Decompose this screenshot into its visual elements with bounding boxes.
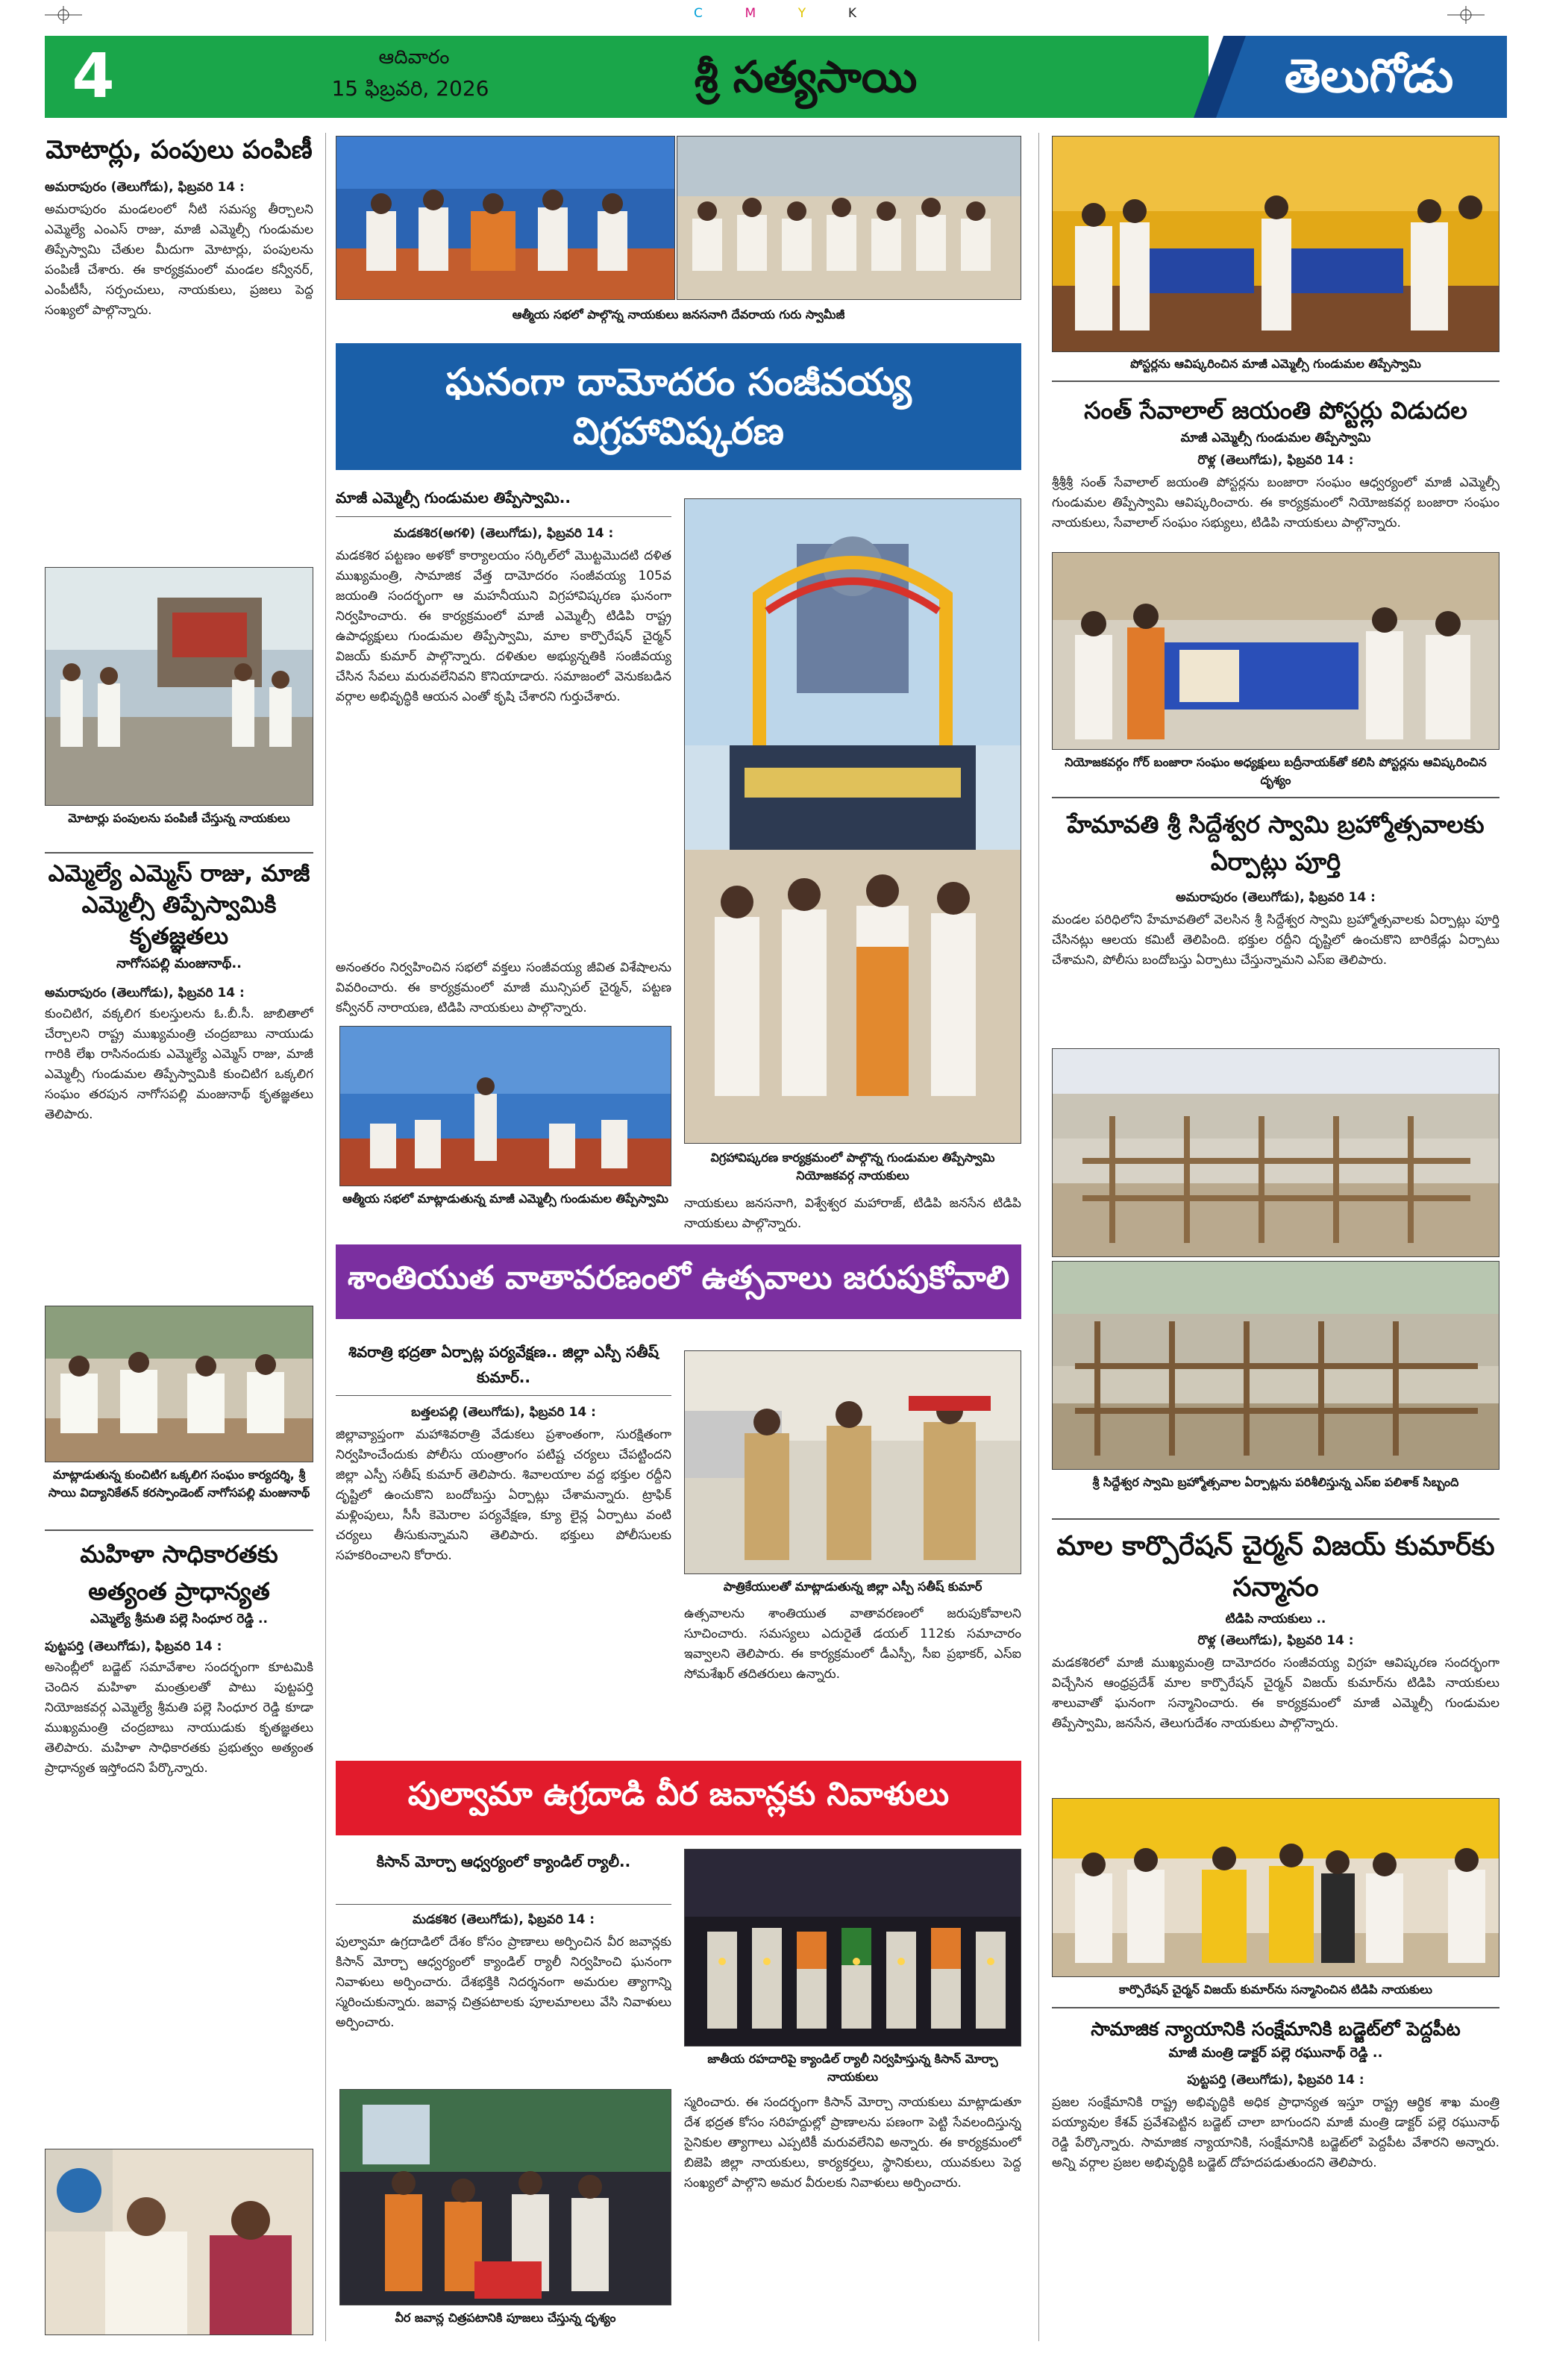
divider	[336, 1395, 671, 1396]
photo-cm-with-mla	[45, 2149, 313, 2335]
page-number: 4	[72, 41, 115, 112]
banner-pulwama: పుల్వామా ఉగ్రదాడి వీర జవాన్లకు నివాళులు	[336, 1761, 1021, 1835]
masthead-district: శ్రీ సత్యసాయి	[694, 51, 918, 102]
caption-barricades: శ్రీ సిద్దేశ్వర స్వామి బ్రహ్మోత్సవాల ఏర్పాట్లను పరిశీలిస్తున్న ఎస్ఐ పలిశాక్ సిబ్బంది	[1092, 1475, 1459, 1489]
photo-felicitation	[1052, 1798, 1499, 1977]
banner-festivals: శాంతియుత వాతావరణంలో ఉత్సవాలు జరుపుకోవాలి	[336, 1244, 1021, 1319]
photo-stage-speech	[339, 1026, 671, 1186]
body-pulwama: పుల్వామా ఉగ్రదాడిలో దేశం కోసం ప్రాణాలు అర్పించిన వీర జవాన్లకు కిసాన్ మోర్చా ఆధ్వర్యంలో క్యాండిల్ ర్యాలీ నిర్వహించి ఘనంగా నివాళులు అర్పించారు. దేశభక్తికి నిదర్శనంగా అమరుల త్యాగాన్ని స్మరించుకున్నారు. జవాన్ల చిత్రపటాలకు పూలమాలలు వేసి నివాళులు అర్పించారు.	[336, 1935, 671, 2030]
dateline: అమరాపురం (తెలుగోడు), ఫిబ్రవరి 14 :	[45, 986, 245, 1000]
dateline-sanjeevaiah: మడకశిర(అగళి) (తెలుగోడు), ఫిబ్రవరి 14 :	[393, 526, 614, 541]
subheadline-budget: మాజీ మంత్రి డాక్టర్ పల్లె రఘునాథ్ రెడ్డి ..	[1168, 2045, 1383, 2061]
caption-stage-speech: ఆత్మీయ సభలో మాట్లాడుతున్న మాజీ ఎమ్మెల్సీ గుండుమల తిప్పేస్వామి	[342, 1191, 668, 1206]
caption-kunchitiga-meeting: మాట్లాడుతున్న కుంచిటిగ ఒక్కలిగ సంఘం కార్యదర్శి, శ్రీ సాయి విద్యానికేతన్ కరస్పాండెంట్ నాగోసపల్లి మంజునాథ్	[48, 1468, 310, 1500]
banner-sanjeevaiah: ఘనంగా దామోదరం సంజీవయ్య విగ్రహావిష్కరణ	[336, 343, 1021, 470]
crosshair-right-icon	[1447, 6, 1485, 24]
photo-banjara-posters	[1052, 552, 1499, 750]
subheadline: నాగోసపల్లి మంజునాథ్..	[116, 956, 242, 971]
subheadline-sevalal: మాజీ ఎమ్మెల్సీ గుండుమల తిప్పేస్వామి	[1180, 430, 1371, 445]
dateline-sevalal: రొళ్ల (తెలుగోడు), ఫిబ్రవరి 14 :	[1197, 453, 1354, 468]
cmyk-marks	[694, 6, 858, 24]
cmyk-y: Y	[797, 6, 808, 21]
divider	[45, 1529, 313, 1531]
photo-kunchitiga-meeting	[45, 1306, 313, 1462]
subheadline: ఎమ్మెల్యే శ్రీమతి పల్లె సింధూర రెడ్డి ..	[90, 1612, 268, 1626]
masthead-date: 15 ఫిబ్రవరి, 2026	[331, 76, 489, 101]
caption-statue-unveiling: విగ్రహావిష్కరణ కార్యక్రమంలో పాల్గొన్న గుండుమల తిప్పేస్వామి నియోజకవర్గ నాయకులు	[710, 1150, 995, 1183]
headline: మోటార్లు, పంపులు పంపిణీ	[46, 135, 313, 165]
body-festivals-2: ఉత్సవాలను శాంతియుత వాతావరణంలో జరుపుకోవాలని సూచించారు. సమస్యలు ఎదురైతే డయల్ 112కు సమాచారం ఇవ్వాలని తెలిపారు. ఈ కార్యక్రమంలో డీఎస్పీ, సీఐ ప్రభాకర్, ఎస్ఐ సోమశేఖర్ తదితరులు ఉన్నారు.	[684, 1606, 1021, 1682]
body-hemavathi: మండల పరిధిలోని హేమావతిలో వెలసిన శ్రీ సిద్దేశ్వర స్వామి బ్రహ్మోత్సవాలకు ఏర్పాట్లు పూర్తి చేసినట్లు ఆలయ కమిటీ తెలిపింది. భక్తుల రద్దీని దృష్టిలో ఉంచుకొని బారికేడ్లు ఏర్పాటు చేశామని, పోలీసు బందోబస్తు ఏర్పాటు చేస్తున్నామని ఎస్ఐ తెలిపారు.	[1052, 912, 1499, 968]
headline-hemavathi: హేమావతి శ్రీ సిద్దేశ్వర స్వామి బ్రహ్మోత్సవాలకు ఏర్పాట్లు పూర్తి	[1067, 810, 1485, 876]
caption-felicitation: కార్పొరేషన్ చైర్మన్ విజయ్ కుమార్‌ను సన్మానించిన టిడిపి నాయకులు	[1119, 1982, 1432, 1997]
photo-sp-press	[684, 1350, 1021, 1574]
divider	[336, 516, 671, 517]
headline-sevalal: సంత్ సేవాలాల్ జయంతి పోస్టర్లు విడుదల	[1084, 396, 1467, 425]
body-budget: ప్రజల సంక్షేమానికి రాష్ట్ర అభివృద్ధికి అధిక ప్రాధాన్యత ఇస్తూ రాష్ట్ర ఆర్థిక శాఖ మంత్రి పయ్యావుల కేశవ్ ప్రవేశపెట్టిన బడ్జెట్ చాలా బాగుందని మాజీ మంత్రి డాక్టర్ పల్లె రఘునాథ్ రెడ్డి పేర్కొన్నారు. సామాజిక న్యాయానికి, సంక్షేమానికి బడ్జెట్‌లో పెద్దపీట వేశారని అన్నారు. అన్ని వర్గాల ప్రజల అభివృద్ధికి బడ్జెట్ దోహదపడుతుందని తెలిపారు.	[1052, 2095, 1499, 2170]
photo-motor-distribution	[45, 567, 313, 806]
photo-candle-rally	[684, 1849, 1021, 2047]
body-sanjeevaiah: మడకశిర పట్టణం అళకో కార్యాలయం సర్కిల్‌లో మొట్టమొదటి దళిత ముఖ్యమంత్రి, సామాజిక వేత్త దామోదరం సంజీవయ్య 105వ జయంతి సందర్భంగా ఆ మహనీయుని విగ్రహావిష్కరణ ఘనంగా నిర్వహించారు. ఈ కార్యక్రమంలో మాజీ ఎమ్మెల్సీ టిడిపి రాష్ట్ర ఉపాధ్యక్షులు గుండుమల తిప్పేస్వామి, మాల కార్పొరేషన్ చైర్మన్ విజయ్ కుమార్ పాల్గొన్నారు. దళితుల అభ్యున్నతికి సంజీవయ్య చేసిన సేవలు మరువలేనివని కొనియాడారు. సమాజంలో వెనుకబడిన వర్గాల అభివృద్ధికి ఆయన ఎంతో కృషి చేశారని గుర్తుచేశారు.	[336, 548, 671, 704]
crosshair-left-icon	[45, 6, 82, 24]
masthead	[45, 36, 1507, 118]
column-rule-2	[1038, 133, 1039, 2341]
photo-meeting-crowd	[677, 136, 1021, 300]
caption-sp-press: పాత్రికేయులతో మాట్లాడుతున్న జిల్లా ఎస్పీ సతీష్ కుమార్	[723, 1579, 982, 1594]
col1-article-thanks	[45, 858, 313, 1291]
dateline: పుట్టపర్తి (తెలుగోడు), ఫిబ్రవరి 14 :	[45, 1639, 222, 1654]
subheadline-sanjeevaiah: మాజీ ఎమ్మెల్సీ గుండుమల తిప్పేస్వామి..	[336, 489, 571, 507]
dateline-pulwama: మడకశిర (తెలుగోడు), ఫిబ్రవరి 14 :	[412, 1912, 595, 1927]
headline: ఎమ్మెల్యే ఎమ్మెస్ రాజు, మాజీ ఎమ్మెల్సీ తిప్పేస్వామికి కృతజ్ఞతలు	[48, 860, 310, 950]
body-text: కుంచిటిగ, వక్కలిగ కులస్తులను ఓ.బీ.సీ. జాబితాలో చేర్చాలని రాష్ట్ర ముఖ్యమంత్రి చంద్రబాబు నాయుడు గారికి లేఖ రాసినందుకు ఎమ్మెల్యే ఎమ్మెస్ రాజు, మాజీ ఎమ్మెల్సీ గుండుమల తిప్పేస్వామికి కుంచిటిగ ఒక్కలిగ సంఘం తరపున నాగోసపల్లి మంజునాథ్ కృతజ్ఞతలు తెలిపారు.	[45, 1006, 313, 1122]
masthead-paper-name: తెలుగోడు	[1284, 48, 1454, 103]
caption-banjara-posters: నియోజకవర్గం గోర్ బంజారా సంఘం అధ్యక్షులు బద్రీనాయక్‌తో కలిసి పోస్టర్లను ఆవిష్కరించిన దృశ్యం	[1065, 755, 1487, 787]
divider	[1052, 797, 1499, 798]
cmyk-c: C	[694, 6, 704, 21]
photo-poster-release	[1052, 136, 1499, 352]
cmyk-m: M	[745, 6, 758, 21]
caption-poster-release: పోస్టర్లను ఆవిష్కరించిన మాజీ ఎమ్మెల్సీ గుండుమల తిప్పేస్వామి	[1130, 357, 1421, 371]
subheadline-mala-corp: టిడిపి నాయకులు ..	[1225, 1612, 1326, 1626]
photo-barricades-1	[1052, 1048, 1499, 1257]
body-text: అమరాపురం మండలంలో నీటి సమస్య తీర్చాలని ఎమ్మెల్యే ఎంఎస్ రాజు, మాజీ ఎమ్మెల్సీ గుండుమల తిప్పేస్వామి చేతుల మీదుగా మోటార్లు, పంపులను పంపిణీ చేశారు. ఈ కార్యక్రమంలో మండల కన్వీనర్, ఎంపీటీసీ, సర్పంచులు, నాయకులు, ప్రజలు పెద్ద సంఖ్యలో పాల్గొన్నారు.	[45, 202, 313, 318]
photo-tribute	[339, 2089, 671, 2305]
divider	[45, 852, 313, 854]
headline-mala-corp: మాల కార్పొరేషన్ చైర్మన్ విజయ్ కుమార్‌కు సన్మానం	[1056, 1531, 1495, 1603]
dateline: అమరాపురం (తెలుగోడు), ఫిబ్రవరి 14 :	[45, 180, 245, 195]
subheadline-festivals: శివరాత్రి భద్రతా ఏర్పాట్ల పర్యవేక్షణ.. జిల్లా ఎస్పీ సతీష్ కుమార్..	[348, 1343, 659, 1386]
photo-meeting-stage	[336, 136, 675, 300]
subheadline-pulwama: కిసాన్ మోర్చా ఆధ్వర్యంలో క్యాండిల్ ర్యాలీ..	[376, 1853, 631, 1870]
divider	[1052, 381, 1499, 382]
headline-budget: సామాజిక న్యాయానికి సంక్షేమానికి బడ్జెట్‌లో పెద్దపీట	[1091, 2018, 1461, 2040]
tail-text-statue: నాయకులు జనసనాగి, విశ్వేశ్వర మహారాజ్, టిడిపి జనసేన టిడిపి నాయకులు పాల్గొన్నారు.	[684, 1196, 1021, 1231]
divider	[336, 1904, 671, 1905]
caption-meeting: ఆత్మీయ సభలో పాల్గొన్న నాయకులు జనసనాగి దేవరాయ గురు స్వామీజీ	[512, 307, 845, 322]
dateline-hemavathi: అమరాపురం (తెలుగోడు), ఫిబ్రవరి 14 :	[1176, 890, 1376, 905]
photo-statue-unveiling	[684, 498, 1021, 1144]
caption-motor-distribution: మోటార్లు పంపులను పంపిణీ చేస్తున్న నాయకులు	[68, 811, 290, 825]
column-rule-1	[325, 133, 326, 2341]
body-festivals: జిల్లావ్యాప్తంగా మహాశివరాత్రి వేడుకలు ప్రశాంతంగా, సురక్షితంగా నిర్వహించేందుకు పోలీసు యంత్రాంగం పటిష్ట చర్యలు చేపట్టిందని జిల్లా ఎస్పీ సతీష్ కుమార్ తెలిపారు. శివాలయాల వద్ద భక్తుల రద్దీని దృష్టిలో ఉంచుకొని బందోబస్తు ఏర్పాట్లు చేశామన్నారు. ట్రాఫిక్ మళ్లింపులు, సీసీ కెమెరాల పర్యవేక్షణ, క్యూ లైన్ల ఏర్పాటు వంటి చర్యలు తీసుకున్నామని తెలిపారు. భక్తులు పోలీసులకు సహకరించాలని కోరారు.	[336, 1427, 671, 1563]
dateline-budget: పుట్టపర్తి (తెలుగోడు), ఫిబ్రవరి 14 :	[1187, 2073, 1364, 2088]
registration-marks	[0, 0, 1542, 30]
headline: మహిళా సాధికారతకు అత్యంత ప్రాధాన్యత	[80, 1540, 278, 1606]
caption-candle-rally: జాతీయ రహదారిపై క్యాండిల్ ర్యాలీ నిర్వహిస్తున్న కిసాన్ మోర్చా నాయకులు	[707, 2052, 998, 2084]
photo-barricades-2	[1052, 1261, 1499, 1470]
divider	[1052, 2007, 1499, 2008]
body-sevalal: శ్రీశ్రీశ్రీ సంత్ సేవాలాల్ జయంతి పోస్టర్లను బంజారా సంఘం ఆధ్వర్యంలో మాజీ ఎమ్మెల్సీ గుండుమల తిప్పేస్వామి ఆవిష్కరించారు. ఈ కార్యక్రమంలో నియోజకవర్గ బంజారా సంఘం నాయకులు, సేవాలాల్ సంఘం సభ్యులు, టిడిపి నాయకులు పాల్గొన్నారు.	[1052, 475, 1499, 530]
caption-tribute: వీర జవాన్ల చిత్రపటానికి పూజలు చేస్తున్న దృశ్యం	[395, 2311, 616, 2325]
divider	[1052, 1518, 1499, 1520]
body-pulwama-2: స్మరించారు. ఈ సందర్భంగా కిసాన్ మోర్చా నాయకులు మాట్లాడుతూ దేశ భద్రత కోసం సరిహద్దుల్లో ప్రాణాలను పణంగా పెట్టి సేవలందిస్తున్న సైనికుల త్యాగాలు ఎప్పటికీ మరువలేనివి అన్నారు. ఈ కార్యక్రమంలో బిజెపి జిల్లా నాయకులు, కార్యకర్తలు, స్థానికులు, యువకులు పెద్ద సంఖ్యలో పాల్గొని అమర వీరులకు నివాళులు అర్పించారు.	[684, 2095, 1021, 2190]
masthead-weekday: ఆదివారం	[378, 46, 450, 69]
dateline-mala-corp: రొళ్ల (తెలుగోడు), ఫిబ్రవరి 14 :	[1197, 1633, 1354, 1648]
col1-article-women	[45, 1535, 313, 2125]
dateline-festivals: బత్తలపల్లి (తెలుగోడు), ఫిబ్రవరి 14 :	[411, 1405, 596, 1420]
cmyk-k: K	[847, 6, 858, 21]
body-sanjeevaiah-2: అనంతరం నిర్వహించిన సభలో వక్తలు సంజీవయ్య జీవిత విశేషాలను వివరించారు. ఈ కార్యక్రమంలో మాజీ మున్సిపల్ చైర్మన్, పట్టణ కన్వీనర్ నారాయణ, టిడిపి నాయకులు పాల్గొన్నారు.	[336, 960, 671, 1015]
body-mala-corp: మడకశిరలో మాజీ ముఖ్యమంత్రి దామోదరం సంజీవయ్య విగ్రహ ఆవిష్కరణ సందర్భంగా విచ్చేసిన ఆంధ్రప్రదేశ్ మాల కార్పొరేషన్ చైర్మన్ విజయ్ కుమార్‌ను టిడిపి నాయకులు శాలువాతో ఘనంగా సన్మానించారు. ఈ కార్యక్రమంలో మాజీ ఎమ్మెల్సీ గుండుమల తిప్పేస్వామి, జనసేన, తెలుగుదేశం నాయకులు పాల్గొన్నారు.	[1052, 1656, 1499, 1731]
body-text: అసెంబ్లీలో బడ్జెట్ సమావేశాల సందర్భంగా కూటమికి చెందిన మహిళా మంత్రులతో పాటు పుట్టపర్తి నియోజకవర్గ ఎమ్మెల్యే శ్రీమతి పల్లె సింధూర రెడ్డి కూడా ముఖ్యమంత్రి చంద్రబాబు నాయుడుకు కృతజ్ఞతలు తెలిపారు. మహిళా సాధికారతకు ప్రభుత్వం అత్యంత ప్రాధాన్యత ఇస్తోందని పేర్కొన్నారు.	[45, 1660, 313, 1776]
